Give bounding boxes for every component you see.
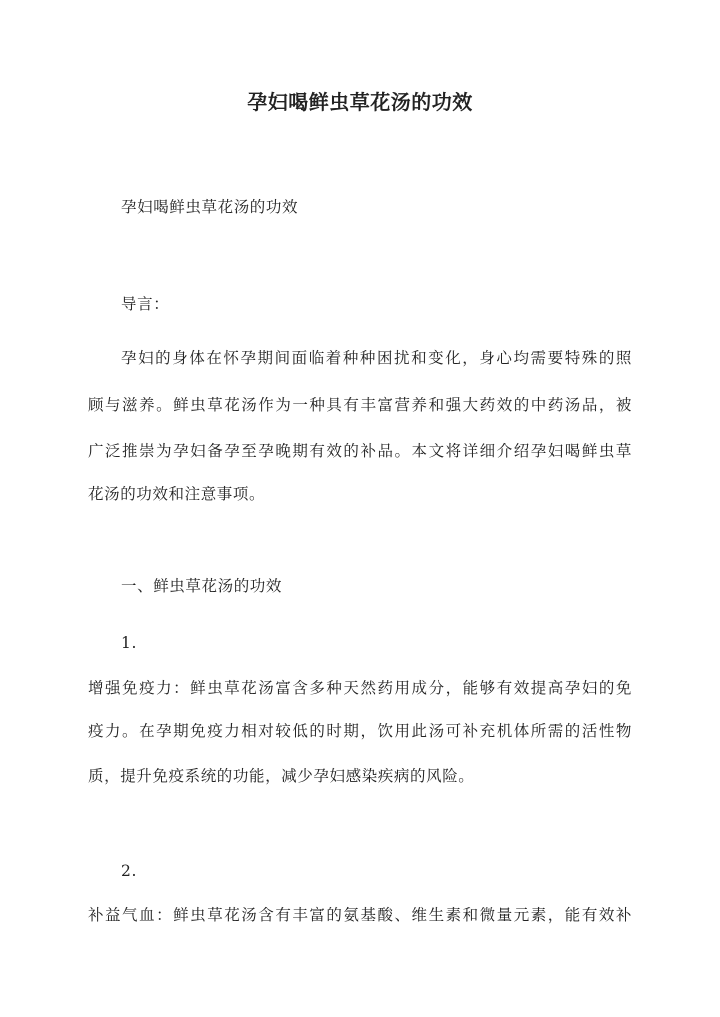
- list-item-number: 2.: [121, 862, 137, 880]
- paragraph-line: 补益气血：鲜虫草花汤含有丰富的氨基酸、维生素和微量元素，能有效补: [88, 906, 632, 924]
- paragraph-line: 增强免疫力：鲜虫草花汤富含多种天然药用成分，能够有效提高孕妇的免: [88, 679, 632, 697]
- paragraph-line: 孕妇的身体在怀孕期间面临着种种困扰和变化，身心均需要特殊的照: [121, 349, 632, 367]
- paragraph-line: 质，提升免疫系统的功能，减少孕妇感染疾病的风险。: [88, 767, 475, 785]
- paragraph-line: 广泛推崇为孕妇备孕至孕晚期有效的补品。本文将详细介绍孕妇喝鲜虫草: [88, 442, 632, 460]
- list-item-number: 1.: [121, 634, 137, 652]
- intro-heading: 导言：: [121, 295, 170, 313]
- paragraph-line: 顾与滋养。鲜虫草花汤作为一种具有丰富营养和强大药效的中药汤品，被: [88, 396, 632, 414]
- section-heading: 一、鲜虫草花汤的功效: [121, 577, 283, 595]
- document-subtitle: 孕妇喝鲜虫草花汤的功效: [121, 198, 299, 216]
- paragraph-line: 疫力。在孕期免疫力相对较低的时期，饮用此汤可补充机体所需的活性物: [88, 722, 632, 740]
- document-title: 孕妇喝鲜虫草花汤的功效: [247, 90, 473, 114]
- paragraph-line: 花汤的功效和注意事项。: [88, 485, 266, 503]
